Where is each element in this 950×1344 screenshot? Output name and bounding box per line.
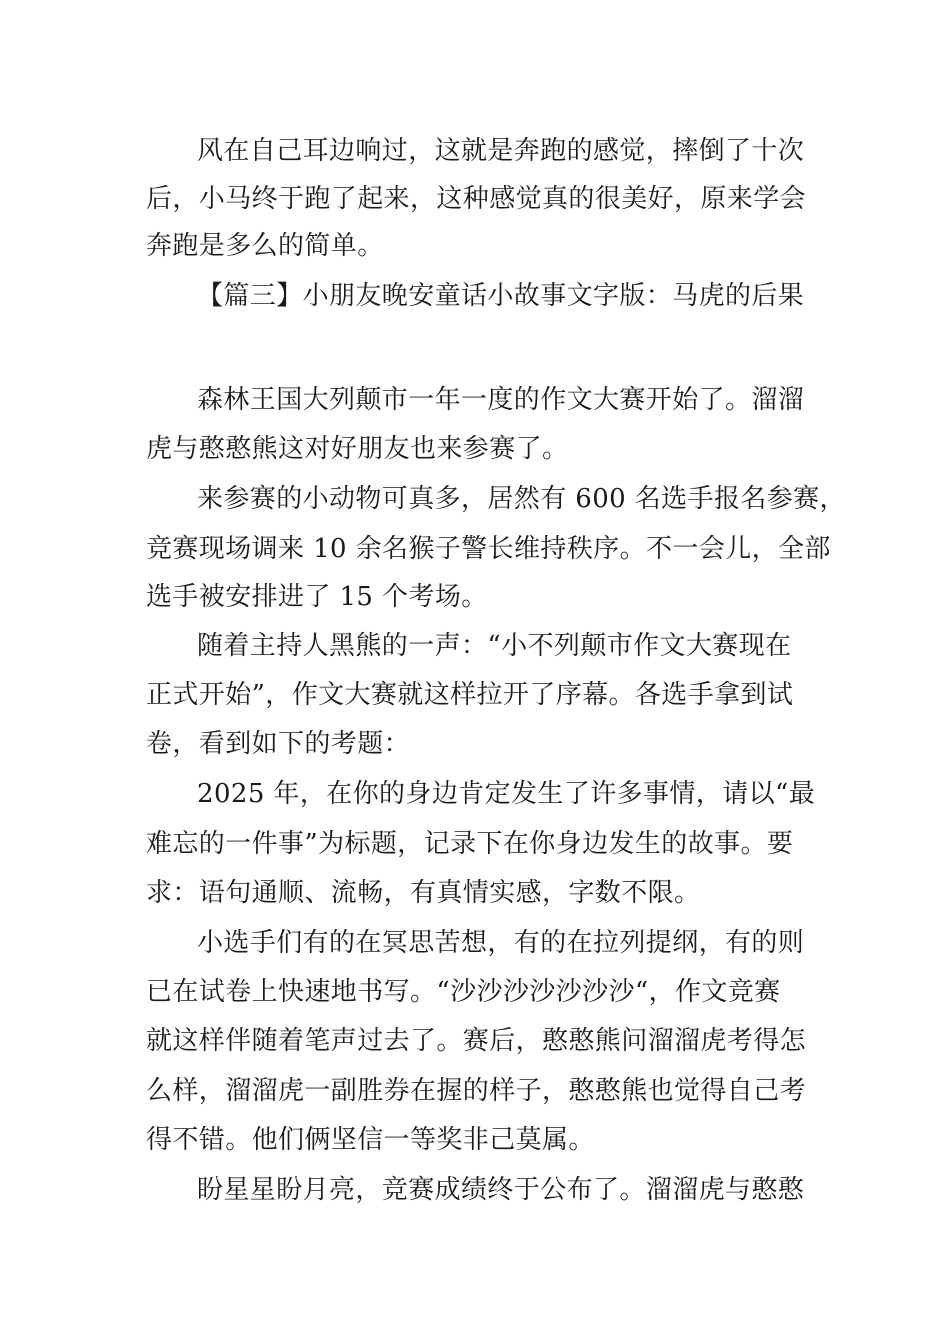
- text-line: 2025 年，在你的身边肯定发生了许多事情，请以“最: [197, 779, 816, 809]
- text-line: 卷，看到如下的考题：: [146, 729, 411, 759]
- text-line: 已在试卷上快速地书写。“沙沙沙沙沙沙沙“，作文竞赛: [146, 977, 781, 1007]
- text-line: 森林王国大列颠市一年一度的作文大赛开始了。溜溜: [197, 385, 805, 415]
- text-line: 随着主持人黑熊的一声：“小不列颠市作文大赛现在: [197, 631, 792, 661]
- text-line: 小选手们有的在冥思苦想，有的在拉列提纲，有的则: [197, 928, 805, 958]
- text-line: 风在自己耳边响过，这就是奔跑的感觉，摔倒了十次: [197, 136, 805, 166]
- text-line: 盼星星盼月亮，竞赛成绩终于公布了。溜溜虎与憨憨: [197, 1175, 805, 1205]
- text-line: 正式开始”，作文大赛就这样拉开了序幕。各选手拿到试: [146, 680, 794, 710]
- section-heading: 【篇三】小朋友晚安童话小故事文字版：马虎的后果: [197, 281, 805, 311]
- text-line: 么样，溜溜虎一副胜券在握的样子，憨憨熊也觉得自己考: [146, 1076, 807, 1106]
- text-line: 得不错。他们俩坚信一等奖非己莫属。: [146, 1125, 595, 1155]
- text-line: 奔跑是多么的简单。: [146, 231, 384, 261]
- text-line: 竞赛现场调来 10 余名猴子警长维持秩序。不一会儿，全部: [146, 534, 831, 564]
- text-line: 选手被安排进了 15 个考场。: [146, 582, 488, 612]
- text-line: 后，小马终于跑了起来，这种感觉真的很美好，原来学会: [146, 184, 807, 214]
- text-line: 就这样伴随着笔声过去了。赛后，憨憨熊问溜溜虎考得怎: [146, 1026, 807, 1056]
- text-line: 来参赛的小动物可真多，居然有 600 名选手报名参赛，: [197, 484, 846, 514]
- text-line: 难忘的一件事”为标题，记录下在你身边发生的故事。要: [146, 829, 794, 859]
- text-line: 求：语句通顺、流畅，有真情实感，字数不限。: [146, 878, 701, 908]
- text-line: 虎与憨憨熊这对好朋友也来参赛了。: [146, 434, 569, 464]
